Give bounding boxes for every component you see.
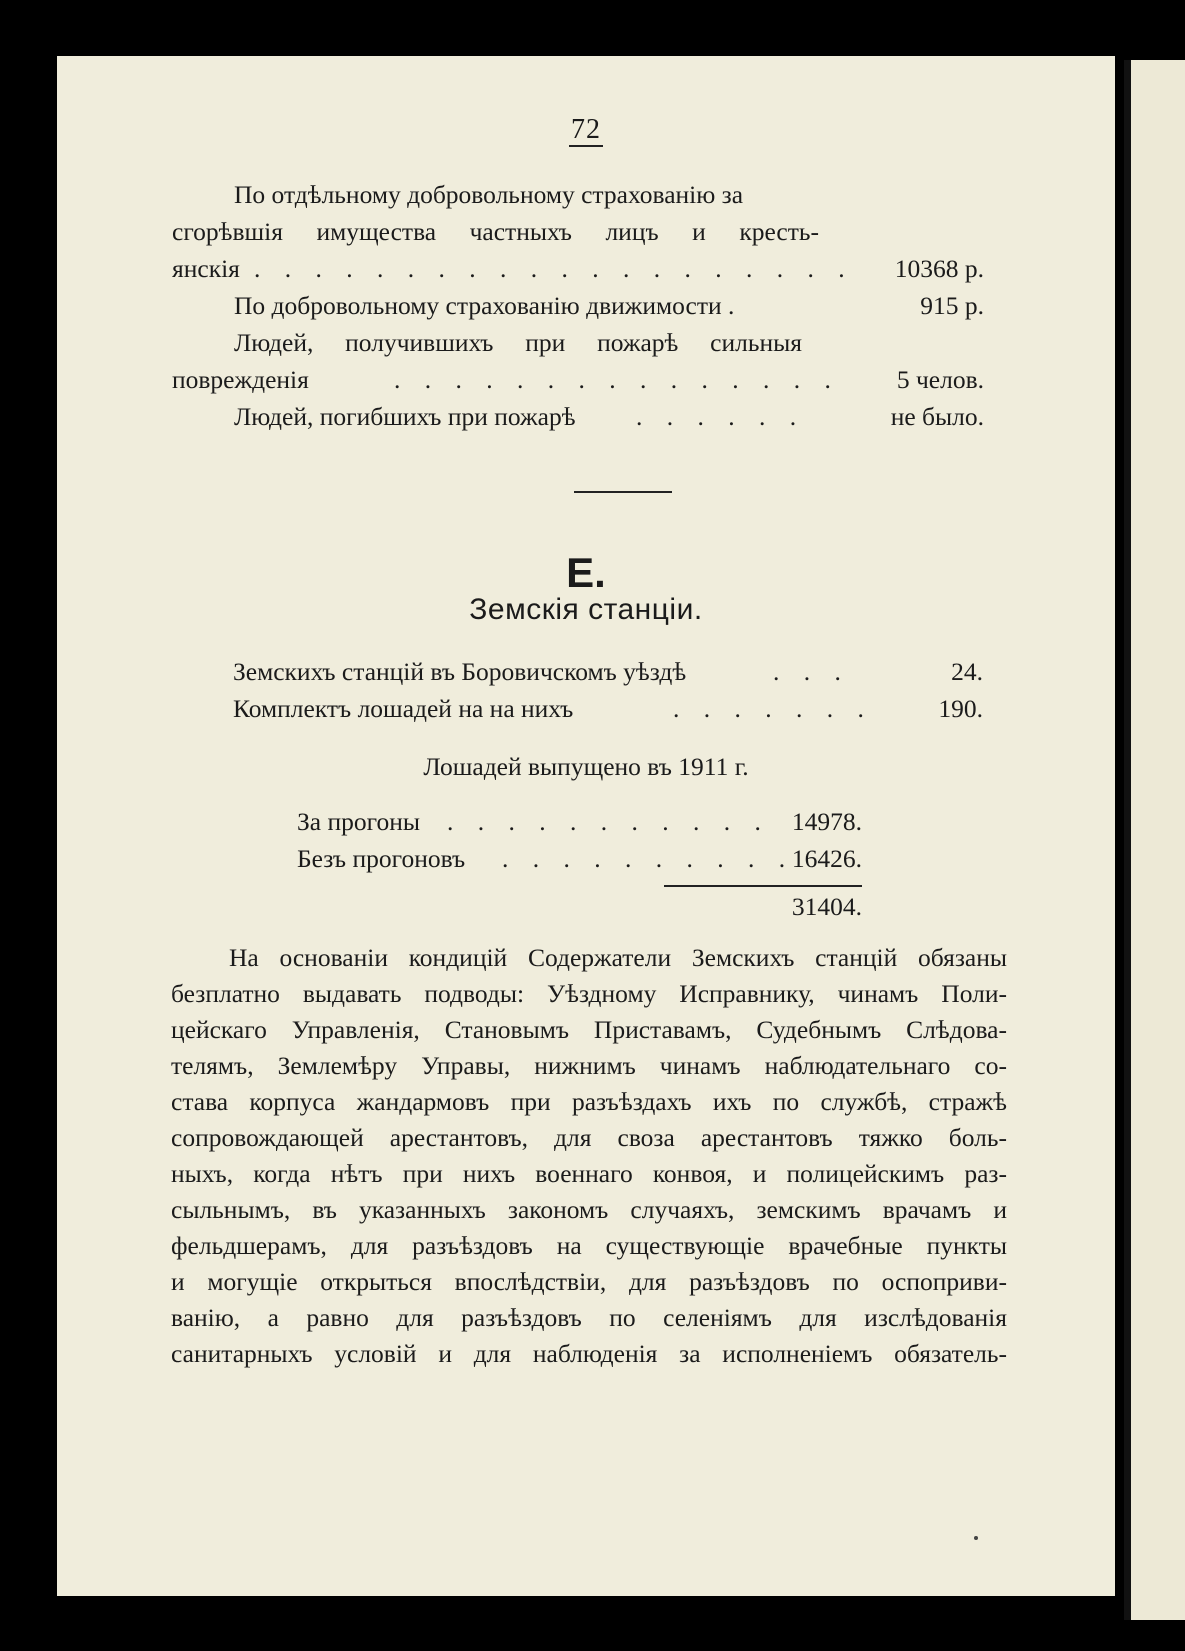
section-divider [574, 491, 672, 493]
injured-line-1: Людей, получившихъ при пожарѣ сильныя [234, 328, 802, 357]
movables-insurance-line: По добровольному страхованію движимости . 915 р. [234, 291, 984, 320]
stations-count-line: Земскихъ станцій въ Боровичскомъ уѣздѣ . . . 24. [233, 653, 983, 690]
dot-leader: . . . [773, 657, 850, 686]
paid-line: За прогоны . . . . . . . . . . . 14978. [297, 803, 862, 840]
paragraph-line: фельдшерамъ, для разъѣздовъ на существующіе врачебные пункты [171, 1231, 1007, 1260]
horses-released-table [297, 803, 862, 919]
dot-leader: . . . . . . . [673, 694, 873, 723]
dot-leader: . . . . . . . . . . [502, 844, 795, 873]
separate-insurance-line-2: сгорѣвшія имущества частныхъ лицъ и кресть- [172, 217, 819, 246]
paragraph-line: и могущіе открыться впослѣдствіи, для разъѣздовъ по оспоприви- [171, 1267, 1007, 1296]
dot-leader: . . . . . . . . . . . [447, 807, 770, 836]
paragraph-line: ванію, а равно для разъѣздовъ по селеніямъ для изслѣдованія [171, 1303, 1007, 1332]
stations-statistics [233, 653, 983, 727]
paragraph-line: безплатно выдавать подводы: Уѣздному Исправнику, чинамъ Поли- [171, 979, 1007, 1008]
stations-horses-line: Комплектъ лошадей на на нихъ . . . . . . . 190. [233, 690, 983, 727]
paragraph-line: цейскаго Управленія, Становымъ Приставамъ, Судебнымъ Слѣдова- [171, 1015, 1007, 1044]
paragraph-line: санитарныхъ условій и для наблюденія за исполненіемъ обязатель- [171, 1339, 1007, 1368]
free-line: Безъ прогоновъ . . . . . . . . . . 16426. [297, 840, 862, 877]
paragraph-line: става корпуса жандармовъ при разъѣздахъ ихъ по службѣ, стражѣ [171, 1087, 1007, 1116]
paragraph-line: телямъ, Землемѣру Управы, нижнимъ чинамъ наблюдательнаго со- [171, 1051, 1007, 1080]
horses-released-heading: Лошадей выпущено въ 1911 г. [423, 752, 749, 781]
killed-line: Людей, погибшихъ при пожарѣ . . . . . . не было. [234, 398, 984, 435]
paragraph-line: сыльнымъ, въ указанныхъ закономъ случаяхъ, земскимъ врачамъ и [171, 1195, 1007, 1224]
adjacent-page-edge [1124, 60, 1185, 1620]
sum-rule [664, 885, 862, 887]
section-letter: Е. [566, 549, 606, 596]
book-page [57, 56, 1115, 1596]
dot-leader: . . . . . . . . . . . . . . . . . . . . [254, 254, 854, 283]
page-number: 72 [571, 114, 601, 145]
paragraph-line: сопровождающей арестантовъ, для своза арестантовъ тяжко боль- [171, 1123, 1007, 1152]
paragraph-line: ныхъ, когда нѣтъ при нихъ военнаго конвоя, и полицейскимъ раз- [171, 1159, 1007, 1188]
total-line: 31404. [297, 877, 862, 919]
dot-leader: . . . . . . . . . . . . . . . [394, 365, 840, 394]
injured-line-2: поврежденія . . . . . . . . . . . . . . . 5 челов. [172, 361, 984, 398]
conditions-paragraph [171, 940, 1007, 1372]
section-title: Земскія станціи. [469, 593, 703, 626]
ink-speck [974, 1536, 978, 1540]
paragraph-line: На основаніи кондицій Содержатели Земскихъ станцій обязаны [229, 943, 1007, 972]
fire-statistics [172, 176, 984, 435]
dot-leader: . . . . . . [636, 402, 806, 431]
separate-insurance-line-3: янскія . . . . . . . . . . . . . . . . . . . . 10368 р. [172, 250, 984, 287]
separate-insurance-line-1: По отдѣльному добровольному страхованію за [234, 180, 744, 209]
